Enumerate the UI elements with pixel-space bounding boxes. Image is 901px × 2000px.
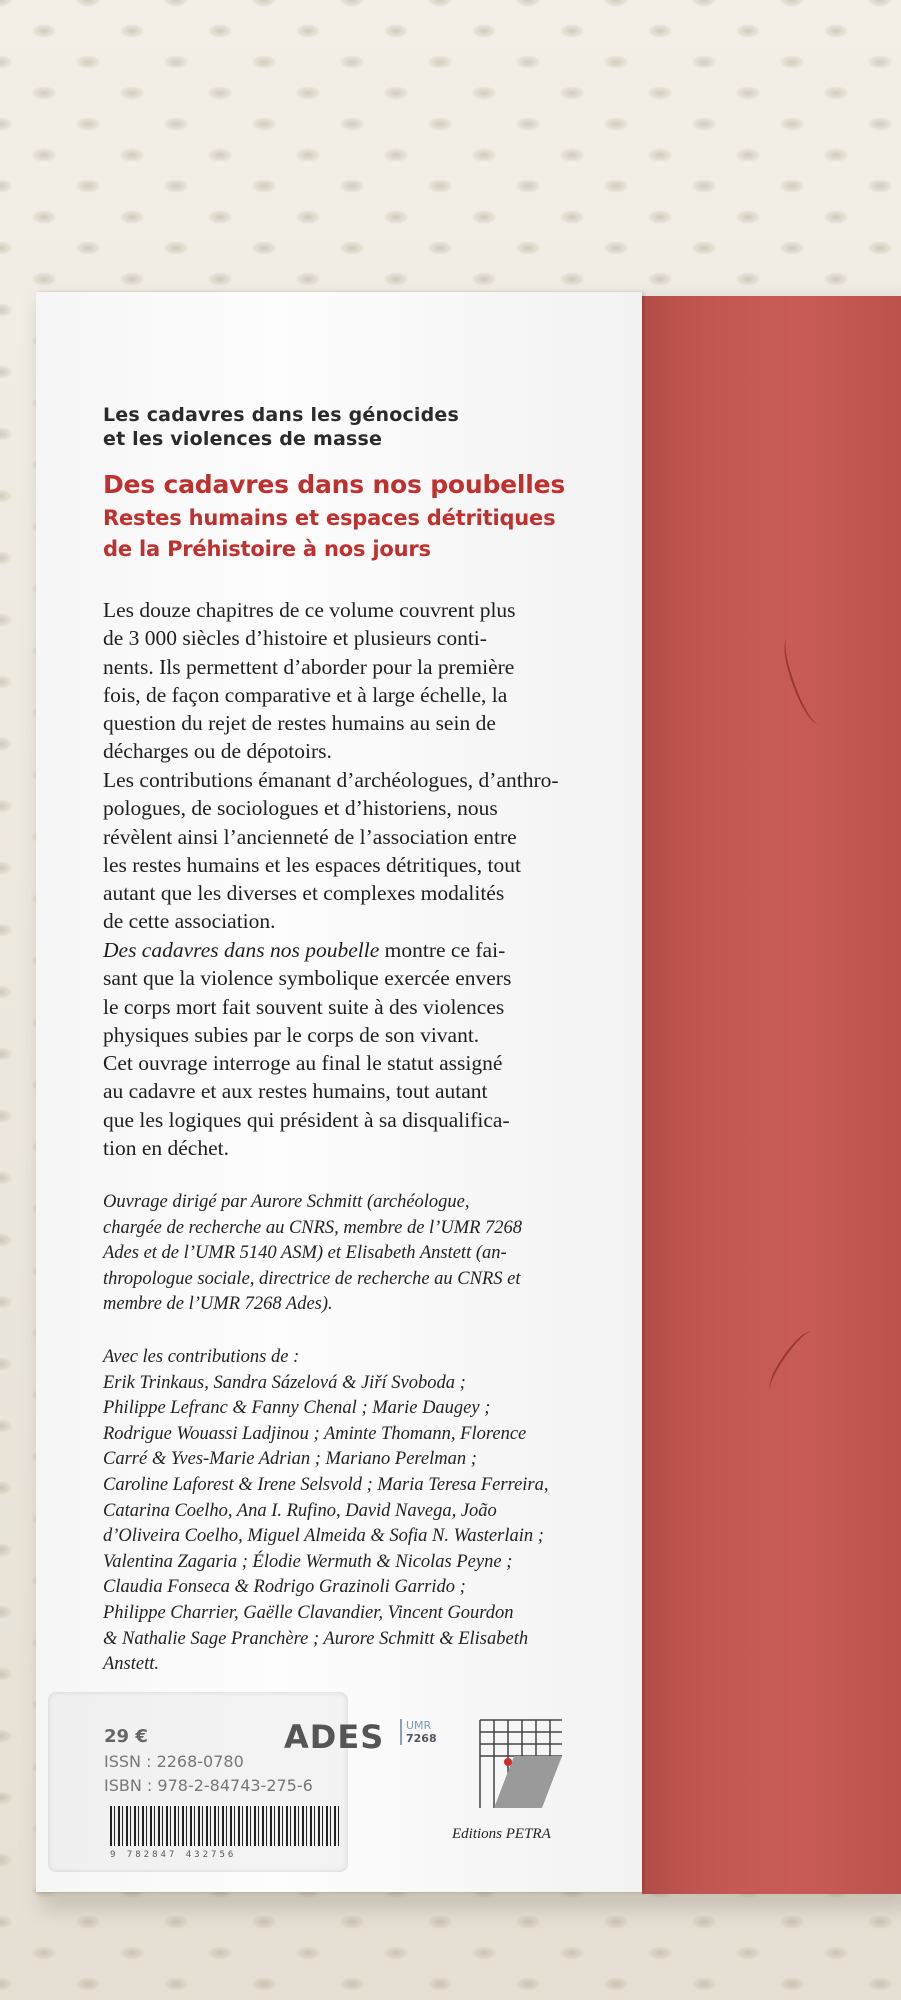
ades-umr-number: 7268 [406,1732,437,1745]
blurb-line: question du rejet de restes humains au sein de [103,711,496,736]
book-title: Des cadavres dans nos poubelles [103,470,566,499]
contributors-line: Caroline Laforest & Irene Selsvold ; Maria Teresa Ferreira, [103,1474,549,1495]
blurb-line: tion en déchet. [103,1135,229,1160]
contributors-list [103,1345,603,1678]
blurb-line: montre ce fai- [379,938,506,962]
contributors-line: d’Oliveira Coelho, Miguel Almeida & Sofia N. Wasterlain ; [103,1526,544,1547]
publisher-name: Editions PETRA [452,1826,551,1842]
petra-logo-icon [478,1718,564,1810]
blurb-line: décharges ou de dépotoirs. [103,739,332,764]
blurb-paragraph-2 [103,766,603,936]
ades-umr-label: UMR [406,1719,432,1732]
isbn-label: ISBN : 978-2-84743-275-6 [104,1776,313,1795]
editors-line: thropologue sociale, directrice de recherche au CNRS et [103,1268,521,1289]
blurb-line: de 3 000 siècles d’histoire et plusieurs conti- [103,626,487,651]
blurb-line: nents. Ils permettent d’aborder pour la première [103,654,515,679]
blurb-line: pologues, de sociologues et d’historiens, nous [103,796,498,821]
book-subtitle-line: Restes humains et espaces détritiques [103,506,556,530]
series-title-line: Les cadavres dans les génocides [103,404,460,426]
contributors-line: Claudia Fonseca & Rodrigo Grazinoli Garrido ; [103,1577,466,1598]
italic-title-reference: Des cadavres dans nos poubelle [103,938,380,962]
blurb-line: Les douze chapitres de ce volume couvrent plus [103,598,516,622]
blurb-line: révèlent ainsi l’ancienneté de l’association entre [103,824,517,849]
blurb-line: autant que les diverses et complexes modalités [103,881,505,906]
blurb-line: Cet ouvrage interroge au final le statut assigné [103,1051,503,1075]
cover-scratch [764,1327,819,1395]
ades-umr-badge [400,1719,437,1745]
contributors-line: Carré & Yves-Marie Adrian ; Mariano Perelman ; [103,1449,477,1470]
contributors-line: Valentina Zagaria ; Élodie Wermuth & Nicolas Peyne ; [103,1551,513,1572]
editors-line: Ouvrage dirigé par Aurore Schmitt (archéologue, [103,1192,470,1212]
contributors-line: Philippe Charrier, Gaëlle Clavandier, Vincent Gourdon [103,1602,514,1623]
contributors-line: Erik Trinkaus, Sandra Sázelová & Jiří Svoboda ; [103,1372,466,1393]
blurb-line: au cadavre et aux restes humains, tout autant [103,1079,488,1104]
blurb-line: de cette association. [103,909,276,934]
blurb-line: Les contributions émanant d’archéologues, d’anthro- [103,768,559,792]
editors-note [103,1190,603,1318]
blurb-line: les restes humains et les espaces détritiques, tout [103,852,521,877]
contributors-line: Rodrigue Wouassi Ladjinou ; Aminte Thomann, Florence [103,1423,527,1444]
blurb-line-with-italic [103,936,603,964]
barcode-digits: 9 782847 432756 [110,1850,237,1860]
contributors-line: Catarina Coelho, Ana I. Rufino, David Navega, João [103,1500,497,1521]
book-subtitle-line: de la Préhistoire à nos jours [103,537,431,561]
editors-line: membre de l’UMR 7268 Ades). [103,1294,333,1315]
price-label: 29 € [104,1726,148,1747]
contributors-line: Philippe Lefranc & Fanny Chenal ; Marie Daugey ; [103,1398,491,1419]
contributors-line: Avec les contributions de : [103,1347,300,1367]
editors-line: chargée de recherche au CNRS, membre de l’UMR 7268 [103,1217,523,1238]
contributors-line: & Nathalie Sage Pranchère ; Aurore Schmitt & Elisabeth [103,1628,529,1649]
blurb-paragraph-4 [103,1049,603,1162]
editors-line: Ades et de l’UMR 5140 ASM) et Elisabeth Anstett (an- [103,1243,507,1264]
series-title-line: et les violences de masse [103,428,383,450]
blurb-line: fois, de façon comparative et à large échelle, la [103,682,508,707]
blurb-line: que les logiques qui président à sa disqualifica- [103,1107,510,1132]
ades-logo-text: ADES [284,1718,385,1756]
blurb-line: le corps mort fait souvent suite à des violences [103,994,505,1019]
blurb-line: sant que la violence symbolique exercée envers [103,966,512,991]
issn-label: ISSN : 2268-0780 [104,1752,244,1771]
cover-scratch [777,635,828,727]
red-front-cover [642,296,901,1894]
barcode [110,1806,340,1846]
blurb-paragraph-1 [103,596,603,766]
contributors-line: Anstett. [103,1654,160,1675]
blurb-line: physiques subies par le corps de son vivant. [103,1022,480,1047]
blurb-paragraph-3 [103,936,603,1049]
